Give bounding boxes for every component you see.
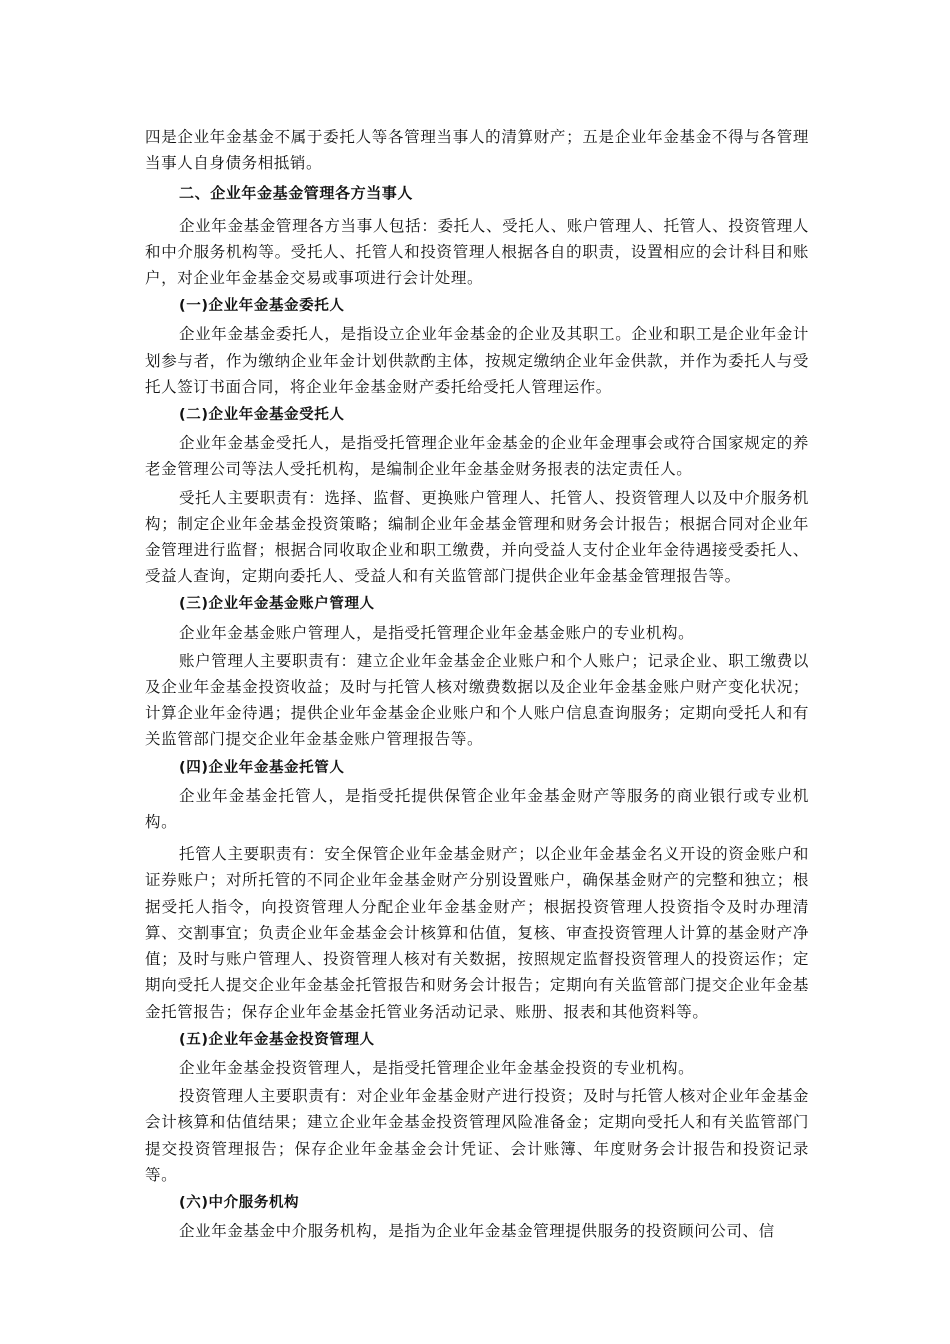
subheading-trustee: (二)企业年金基金受托人 bbox=[179, 407, 345, 424]
paragraph-account-manager-duties: 账户管理人主要职责有：建立企业年金基金企业账户和个人账户；记录企业、职工缴费以及企业年金基金投资收益；及时与托管人核对缴费数据以及企业年金基金账户财产变化状况；计算企业年金待遇；提供企业年金基金企业账户和个人账户信息查询服务；定期向受托人和有关监管部门提交企业年金基金账户管理报告等。 bbox=[145, 651, 809, 749]
subheading-account-manager: (三)企业年金基金账户管理人 bbox=[179, 596, 375, 613]
subheading-custodian: (四)企业年金基金托管人 bbox=[179, 759, 345, 776]
paragraph-investment-manager-definition: 企业年金基金投资管理人，是指受托管理企业年金基金投资的专业机构。 bbox=[179, 1058, 695, 1077]
subheading-investment-manager: (五)企业年金基金投资管理人 bbox=[179, 1031, 375, 1048]
subheading-principal: (一)企业年金基金委托人 bbox=[179, 298, 345, 315]
subheading-intermediary: (六)中介服务机构 bbox=[179, 1194, 300, 1211]
document-body bbox=[145, 124, 809, 1246]
paragraph-continuation: 四是企业年金基金不属于委托人等各管理当事人的清算财产；五是企业年金基金不得与各管理当事人自身债务相抵销。 bbox=[145, 128, 809, 173]
paragraph-intermediary: 企业年金基金中介服务机构，是指为企业年金基金管理提供服务的投资顾问公司、信 bbox=[179, 1222, 775, 1241]
paragraph-investment-manager-duties: 投资管理人主要职责有：对企业年金基金财产进行投资；及时与托管人核对企业年金基金会计核算和估值结果；建立企业年金基金投资管理风险准备金；定期向受托人和有关监管部门提交投资管理报告；保存企业年金基金会计凭证、会计账簿、年度财务会计报告和投资记录等。 bbox=[145, 1087, 809, 1184]
paragraph-custodian-duties: 托管人主要职责有：安全保管企业年金基金财产；以企业年金基金名义开设的资金账户和证券账户；对所托管的不同企业年金基金财产分别设置账户，确保基金财产的完整和独立；根据受托人指令，向投资管理人分配企业年金基金财产；根据投资管理人投资指令及时办理清算、交割事宜；负责企业年金基金会计核算和估值，复核、审查投资管理人计算的基金财产净值；及时与账户管理人、投资管理人核对有关数据，按照规定监督投资管理人的投资运作；定期向受托人提交企业年金基金托管报告和财务会计报告；定期向有关监管部门提交企业年金基金托管报告；保存企业年金基金托管业务活动记录、账册、报表和其他资料等。 bbox=[145, 845, 809, 1021]
paragraph-trustee-duties: 受托人主要职责有：选择、监督、更换账户管理人、托管人、投资管理人以及中介服务机构；制定企业年金基金投资策略；编制企业年金基金管理和财务会计报告；根据合同对企业年金管理进行监督；根据合同收取企业和职工缴费，并向受益人支付企业年金待遇接受委托人、受益人查询，定期向委托人、受益人和有关监管部门提供企业年金基金管理报告等。 bbox=[145, 488, 809, 586]
section-heading: 二、企业年金基金管理各方当事人 bbox=[179, 184, 414, 203]
paragraph-trustee-definition: 企业年金基金受托人，是指受托管理企业年金基金的企业年金理事会或符合国家规定的养老金管理公司等法人受托机构，是编制企业年金基金财务报表的法定责任人。 bbox=[145, 434, 809, 479]
paragraph-account-manager-definition: 企业年金基金账户管理人，是指受托管理企业年金基金账户的专业机构。 bbox=[179, 623, 695, 642]
paragraph-parties-overview: 企业年金基金管理各方当事人包括：委托人、受托人、账户管理人、托管人、投资管理人和中介服务机构等。受托人、托管人和投资管理人根据各自的职责，设置相应的会计科目和账户，对企业年金基金交易或事项进行会计处理。 bbox=[145, 216, 809, 288]
paragraph-custodian-definition: 企业年金基金托管人，是指受托提供保管企业年金基金财产等服务的商业银行或专业机构。 bbox=[145, 786, 809, 832]
paragraph-principal: 企业年金基金委托人，是指设立企业年金基金的企业及其职工。企业和职工是企业年金计划参与者，作为缴纳企业年金计划供款酌主体，按规定缴纳企业年金供款，并作为委托人与受托人签订书面合同，将企业年金基金财产委托给受托人管理运作。 bbox=[145, 325, 809, 396]
